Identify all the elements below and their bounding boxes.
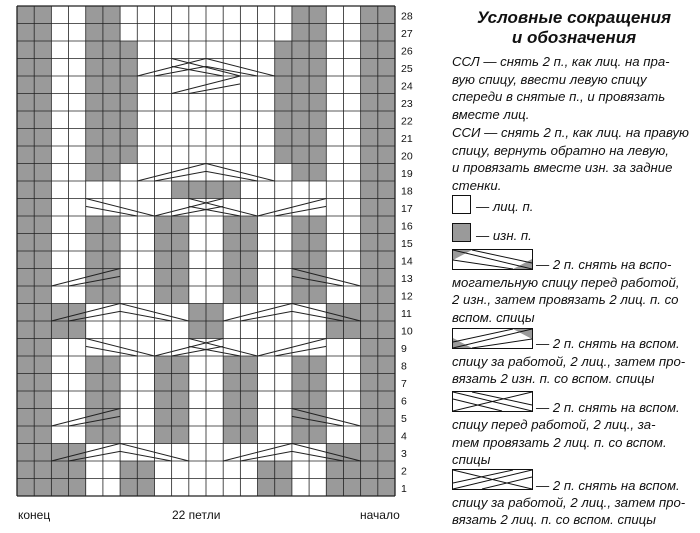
cable-front-purl-line: — 2 п. снять на вспо- (536, 257, 672, 272)
row-number: 21 (401, 133, 413, 146)
ssl-description (452, 53, 696, 123)
chart-grid-lines (17, 6, 395, 496)
cable-back-purl-line: вязать 2 изн. п. со вспом. спицы (452, 371, 655, 386)
cable-front-purl-symbol (452, 249, 536, 271)
row-number: 13 (401, 273, 413, 286)
cable-back-purl-line: спицу за работой, 2 лиц., затем про- (452, 354, 686, 369)
row-number: 12 (401, 290, 413, 303)
cable-cross-mark (120, 451, 172, 461)
legend-title-line-2: и обозначения (511, 28, 637, 47)
cable-front-knit-symbol (452, 391, 536, 413)
cable-front-purl-line: могательную спицу перед работой, (452, 275, 680, 290)
row-number: 3 (401, 448, 407, 461)
ssl-line: вместе лиц. (452, 106, 530, 122)
row-number: 1 (401, 483, 407, 496)
chart-start-label: начало (360, 508, 400, 522)
cable-cross-mark (240, 311, 292, 321)
ssl-line: ССЛ — снять 2 п., как лиц. на пра- (452, 54, 670, 69)
row-number: 27 (401, 28, 413, 41)
cable-cross-mark (189, 84, 241, 94)
row-number: 18 (401, 185, 413, 198)
cable-back-knit-line: спицу за работой, 2 лиц., затем про- (452, 495, 686, 510)
cable-front-knit-line: спицы (452, 452, 491, 467)
cable-cross-mark (154, 171, 206, 181)
row-number: 14 (401, 255, 413, 268)
ssl-line: вую спицу, ввести левую спицу (452, 71, 647, 87)
chart-row-numbers (401, 11, 413, 496)
row-number: 19 (401, 168, 413, 181)
ssi-line: спицу, вернуть обратно на левую, (452, 142, 669, 158)
row-number: 23 (401, 98, 413, 111)
cable-back-knit-symbol (452, 469, 536, 491)
chart-end-label: конец (18, 508, 51, 522)
row-number: 6 (401, 395, 407, 408)
row-number: 28 (401, 10, 413, 23)
cable-cross-mark (240, 451, 292, 461)
row-number: 10 (401, 325, 413, 338)
ssi-line: и провязать вместе изн. за задние (452, 160, 673, 176)
cable-cross-mark (86, 346, 138, 356)
row-number: 24 (401, 80, 413, 93)
cable-front-purl-line: вспом. спицы (452, 310, 535, 325)
ssi-line: ССИ — снять 2 п., как лиц. на правую (452, 125, 689, 140)
cable-front-knit-line: тем провязать 2 лиц. п. со вспом. (452, 435, 667, 450)
row-number: 5 (401, 413, 407, 426)
knit-stitch-label: — лиц. п. (476, 199, 534, 214)
row-number: 8 (401, 360, 407, 373)
row-number: 4 (401, 430, 407, 443)
legend-title-line-1: Условные сокращения (477, 8, 671, 27)
cable-back-purl-symbol (452, 328, 536, 350)
purl-cell-block (275, 41, 292, 164)
chart-stitch-count-label: 22 петли (172, 508, 221, 522)
cable-cross-mark (86, 206, 138, 216)
ssi-description (452, 124, 696, 194)
row-number: 17 (401, 203, 413, 216)
cable-back-knit-line: вязать 2 лиц. п. со вспом. спицы (452, 512, 656, 527)
row-number: 16 (401, 220, 413, 233)
purl-cell-block (120, 41, 137, 164)
ssi-line: стенки. (452, 177, 502, 193)
row-number: 22 (401, 115, 413, 128)
row-number: 25 (401, 63, 413, 76)
row-number: 15 (401, 238, 413, 251)
cable-back-knit-line: — 2 п. снять на вспом. (536, 478, 680, 493)
cable-cross-mark (275, 346, 327, 356)
cable-cross-mark (120, 311, 172, 321)
row-number: 2 (401, 465, 407, 478)
row-number: 26 (401, 45, 413, 58)
row-number: 7 (401, 378, 407, 391)
cable-front-knit-line: — 2 п. снять на вспом. (536, 400, 680, 415)
row-number: 9 (401, 343, 407, 356)
row-number: 11 (401, 308, 412, 321)
knit-stitch-symbol (452, 195, 472, 215)
cable-cross-mark (206, 171, 258, 181)
legend (448, 0, 700, 533)
cable-front-knit-line: спицу перед работой, 2 лиц., за- (452, 417, 656, 432)
purl-stitch-symbol (452, 223, 472, 243)
cable-back-purl-line: — 2 п. снять на вспом. (536, 336, 680, 351)
ssl-line: спереди в снятые п., и провязать (452, 89, 666, 105)
row-number: 20 (401, 150, 413, 163)
cable-front-purl-line: 2 изн., затем провязать 2 лиц. п. со (452, 292, 679, 307)
purl-stitch-label: — изн. п. (476, 228, 532, 243)
cable-cross-mark (275, 206, 327, 216)
